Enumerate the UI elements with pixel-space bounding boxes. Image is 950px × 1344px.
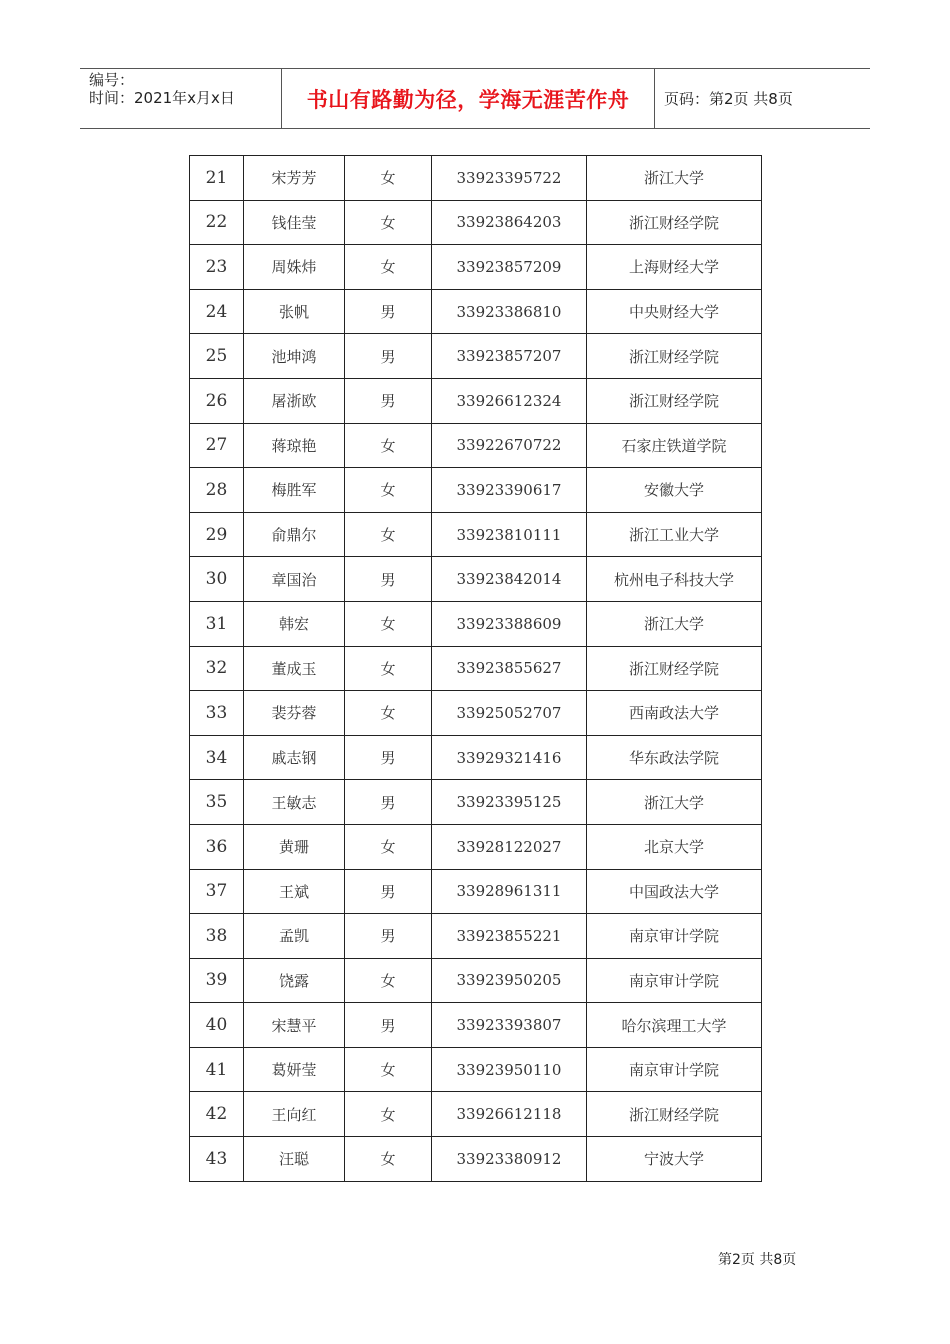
school-cell: 北京大学: [587, 824, 762, 869]
table-row: [190, 156, 762, 201]
id-number-cell: 33928122027: [432, 824, 587, 869]
gender-cell: 男: [345, 869, 432, 914]
table-row: [190, 1092, 762, 1137]
gender-cell: 女: [345, 245, 432, 290]
gender-cell: 男: [345, 735, 432, 780]
row-number-cell: 28: [190, 468, 244, 513]
id-number-cell: 33923395722: [432, 156, 587, 201]
roster-body: [190, 156, 762, 1182]
gender-cell: 女: [345, 200, 432, 245]
gender-cell: 女: [345, 512, 432, 557]
school-cell: 南京审计学院: [587, 1047, 762, 1092]
row-number-cell: 25: [190, 334, 244, 379]
id-number-cell: 33926612324: [432, 378, 587, 423]
name-cell: 宋芳芳: [244, 156, 345, 201]
row-number-cell: 37: [190, 869, 244, 914]
gender-cell: 男: [345, 378, 432, 423]
gender-cell: 女: [345, 824, 432, 869]
id-number-cell: 33923810111: [432, 512, 587, 557]
table-row: [190, 423, 762, 468]
name-cell: 韩宏: [244, 601, 345, 646]
id-number-cell: 33925052707: [432, 691, 587, 736]
table-row: [190, 557, 762, 602]
row-number-cell: 35: [190, 780, 244, 825]
table-row: [190, 646, 762, 691]
school-cell: 浙江财经学院: [587, 378, 762, 423]
table-row: [190, 601, 762, 646]
document-number-label: 编号：: [89, 71, 135, 89]
row-number-cell: 23: [190, 245, 244, 290]
name-cell: 周姝炜: [244, 245, 345, 290]
school-cell: 中央财经大学: [587, 289, 762, 334]
student-roster-table: [189, 155, 762, 1182]
table-row: [190, 1137, 762, 1182]
school-cell: 安徽大学: [587, 468, 762, 513]
gender-cell: 女: [345, 1137, 432, 1182]
table-row: [190, 824, 762, 869]
gender-cell: 女: [345, 156, 432, 201]
gender-cell: 女: [345, 691, 432, 736]
document-date-label: 时间：2021年x月x日: [89, 89, 235, 107]
row-number-cell: 31: [190, 601, 244, 646]
id-number-cell: 33923950205: [432, 958, 587, 1003]
gender-cell: 男: [345, 334, 432, 379]
school-cell: 哈尔滨理工大学: [587, 1003, 762, 1048]
table-row: [190, 334, 762, 379]
name-cell: 孟凯: [244, 914, 345, 959]
row-number-cell: 38: [190, 914, 244, 959]
page-footer: 第2页 共8页: [718, 1252, 797, 1268]
table-row: [190, 869, 762, 914]
row-number-cell: 27: [190, 423, 244, 468]
school-cell: 西南政法大学: [587, 691, 762, 736]
page-header: [80, 68, 870, 129]
id-number-cell: 33923395125: [432, 780, 587, 825]
id-number-cell: 33928961311: [432, 869, 587, 914]
id-number-cell: 33923855221: [432, 914, 587, 959]
gender-cell: 男: [345, 1003, 432, 1048]
header-divider: [654, 69, 655, 128]
row-number-cell: 32: [190, 646, 244, 691]
header-page-indicator: 页码：第2页 共8页: [664, 90, 793, 108]
name-cell: 屠浙欧: [244, 378, 345, 423]
school-cell: 石家庄铁道学院: [587, 423, 762, 468]
gender-cell: 女: [345, 423, 432, 468]
table-row: [190, 1047, 762, 1092]
row-number-cell: 24: [190, 289, 244, 334]
school-cell: 浙江大学: [587, 780, 762, 825]
id-number-cell: 33923390617: [432, 468, 587, 513]
school-cell: 上海财经大学: [587, 245, 762, 290]
name-cell: 章国治: [244, 557, 345, 602]
name-cell: 池坤鸿: [244, 334, 345, 379]
school-cell: 浙江大学: [587, 156, 762, 201]
table-row: [190, 378, 762, 423]
row-number-cell: 41: [190, 1047, 244, 1092]
gender-cell: 男: [345, 557, 432, 602]
school-cell: 浙江财经学院: [587, 334, 762, 379]
name-cell: 董成玉: [244, 646, 345, 691]
name-cell: 宋慧平: [244, 1003, 345, 1048]
school-cell: 杭州电子科技大学: [587, 557, 762, 602]
id-number-cell: 33923388609: [432, 601, 587, 646]
name-cell: 饶露: [244, 958, 345, 1003]
name-cell: 王斌: [244, 869, 345, 914]
row-number-cell: 29: [190, 512, 244, 557]
school-cell: 南京审计学院: [587, 914, 762, 959]
gender-cell: 女: [345, 601, 432, 646]
name-cell: 张帆: [244, 289, 345, 334]
gender-cell: 女: [345, 1092, 432, 1137]
id-number-cell: 33923864203: [432, 200, 587, 245]
row-number-cell: 26: [190, 378, 244, 423]
table-row: [190, 780, 762, 825]
table-row: [190, 245, 762, 290]
table-row: [190, 200, 762, 245]
gender-cell: 男: [345, 780, 432, 825]
id-number-cell: 33922670722: [432, 423, 587, 468]
table-row: [190, 468, 762, 513]
row-number-cell: 43: [190, 1137, 244, 1182]
table-row: [190, 735, 762, 780]
table-row: [190, 512, 762, 557]
row-number-cell: 42: [190, 1092, 244, 1137]
name-cell: 戚志钢: [244, 735, 345, 780]
school-cell: 浙江财经学院: [587, 200, 762, 245]
id-number-cell: 33923380912: [432, 1137, 587, 1182]
row-number-cell: 30: [190, 557, 244, 602]
name-cell: 蒋琼艳: [244, 423, 345, 468]
row-number-cell: 36: [190, 824, 244, 869]
header-motto: 书山有路勤为径，学海无涯苦作舟: [306, 87, 630, 112]
id-number-cell: 33923950110: [432, 1047, 587, 1092]
name-cell: 葛妍莹: [244, 1047, 345, 1092]
id-number-cell: 33926612118: [432, 1092, 587, 1137]
school-cell: 浙江大学: [587, 601, 762, 646]
school-cell: 华东政法学院: [587, 735, 762, 780]
table-row: [190, 958, 762, 1003]
id-number-cell: 33923842014: [432, 557, 587, 602]
gender-cell: 男: [345, 914, 432, 959]
name-cell: 黄珊: [244, 824, 345, 869]
row-number-cell: 34: [190, 735, 244, 780]
school-cell: 浙江工业大学: [587, 512, 762, 557]
name-cell: 俞鼎尔: [244, 512, 345, 557]
gender-cell: 女: [345, 646, 432, 691]
gender-cell: 女: [345, 468, 432, 513]
school-cell: 浙江财经学院: [587, 1092, 762, 1137]
id-number-cell: 33923386810: [432, 289, 587, 334]
id-number-cell: 33929321416: [432, 735, 587, 780]
row-number-cell: 22: [190, 200, 244, 245]
school-cell: 南京审计学院: [587, 958, 762, 1003]
gender-cell: 男: [345, 289, 432, 334]
table-row: [190, 1003, 762, 1048]
table-row: [190, 289, 762, 334]
id-number-cell: 33923857207: [432, 334, 587, 379]
header-meta: [80, 69, 281, 128]
table-row: [190, 691, 762, 736]
name-cell: 梅胜军: [244, 468, 345, 513]
name-cell: 裴芬蓉: [244, 691, 345, 736]
name-cell: 王向红: [244, 1092, 345, 1137]
id-number-cell: 33923393807: [432, 1003, 587, 1048]
id-number-cell: 33923857209: [432, 245, 587, 290]
school-cell: 浙江财经学院: [587, 646, 762, 691]
school-cell: 宁波大学: [587, 1137, 762, 1182]
row-number-cell: 33: [190, 691, 244, 736]
name-cell: 钱佳莹: [244, 200, 345, 245]
table-row: [190, 914, 762, 959]
name-cell: 王敏志: [244, 780, 345, 825]
gender-cell: 女: [345, 958, 432, 1003]
name-cell: 汪聪: [244, 1137, 345, 1182]
row-number-cell: 39: [190, 958, 244, 1003]
id-number-cell: 33923855627: [432, 646, 587, 691]
gender-cell: 女: [345, 1047, 432, 1092]
row-number-cell: 40: [190, 1003, 244, 1048]
school-cell: 中国政法大学: [587, 869, 762, 914]
row-number-cell: 21: [190, 156, 244, 201]
